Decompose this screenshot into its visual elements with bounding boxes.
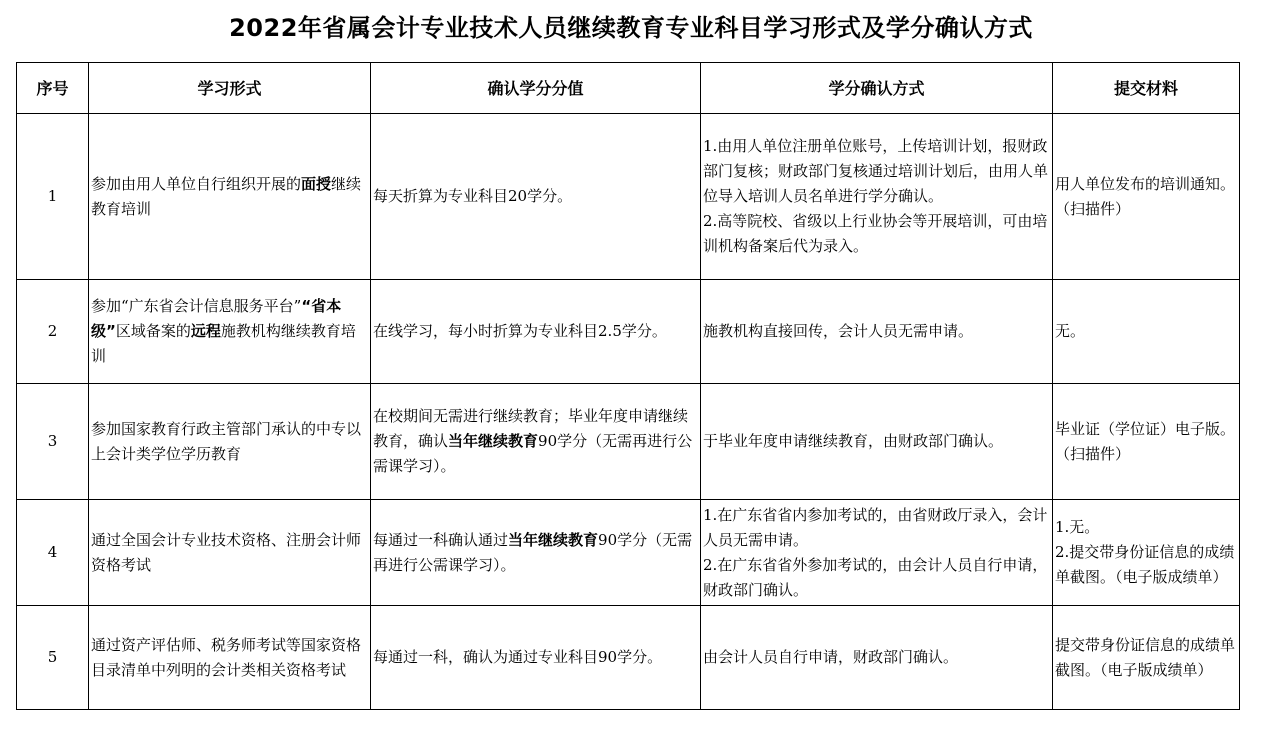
form-emphasis: 远程 <box>190 322 221 340</box>
materials-item: 2.提交带身份证信息的成绩单截图。（电子版成绩单） <box>1055 543 1235 586</box>
method-item: 1.由用人单位注册单位账号，上传培训计划，报财政部门复核；财政部门复核通过培训计划后，由用人单位导入培训人员名单进行学分确认。 <box>703 137 1049 205</box>
method-item: 2.高等院校、省级以上行业协会等开展培训，可由培训机构备案后代为录入。 <box>703 212 1048 255</box>
credit-emphasis: 当年继续教育 <box>448 432 539 450</box>
credit-text: 每通过一科确认通过 <box>373 530 509 549</box>
row-form: 通过资产评估师、税务师考试等国家资格目录清单中列明的会计类相关资格考试 <box>89 606 371 710</box>
form-text: 区域备案的 <box>115 322 191 340</box>
credit-table <box>16 62 1240 710</box>
row-materials: 用人单位发布的培训通知。（扫描件） <box>1053 114 1240 280</box>
row-materials: 无。 <box>1053 280 1240 384</box>
row-form: 通过全国会计专业技术资格、注册会计师资格考试 <box>89 500 371 606</box>
table-row <box>17 500 1240 606</box>
row-index: 5 <box>17 606 89 710</box>
row-method <box>701 114 1053 280</box>
form-text: 参加由用人单位自行组织开展的 <box>91 174 302 193</box>
page-title: 2022年省属会计专业技术人员继续教育专业科目学习形式及学分确认方式 <box>229 14 1033 42</box>
row-index: 1 <box>17 114 89 280</box>
form-text: 施教机构继续教育培训 <box>91 322 356 365</box>
method-item: 1.在广东省省内参加考试的，由省财政厅录入，会计人员无需申请。 <box>703 505 1048 549</box>
row-materials <box>1053 500 1240 606</box>
table-header-row <box>17 63 1240 114</box>
form-text: 继续教育培训 <box>91 174 362 218</box>
row-index: 2 <box>17 280 89 384</box>
row-form: 参加国家教育行政主管部门承认的中专以上会计类学位学历教育 <box>89 384 371 500</box>
header-form: 学习形式 <box>89 63 371 114</box>
table-row <box>17 384 1240 500</box>
table-row <box>17 114 1240 280</box>
row-method: 由会计人员自行申请，财政部门确认。 <box>701 606 1053 710</box>
row-credit: 每通过一科，确认为通过专业科目90学分。 <box>371 606 701 710</box>
row-method: 施教机构直接回传，会计人员无需申请。 <box>701 280 1053 384</box>
materials-item: 1.无。 <box>1055 518 1100 536</box>
row-method: 于毕业年度申请继续教育，由财政部门确认。 <box>701 384 1053 500</box>
header-materials: 提交材料 <box>1053 63 1240 114</box>
row-index: 4 <box>17 500 89 606</box>
credit-text: 在校期间无需进行继续教育；毕业年度申请继续教育，确认 <box>373 407 689 450</box>
table-row <box>17 280 1240 384</box>
row-credit: 在线学习，每小时折算为专业科目2.5学分。 <box>371 280 701 384</box>
credit-text: 90学分（无需再进行公需课学习）。 <box>373 530 693 574</box>
header-index: 序号 <box>17 63 89 114</box>
row-credit <box>371 384 701 500</box>
header-method: 学分确认方式 <box>701 63 1053 114</box>
row-credit: 每天折算为专业科目20学分。 <box>371 114 701 280</box>
method-item: 2.在广东省省外参加考试的，由会计人员自行申请，财政部门确认。 <box>703 555 1048 599</box>
credit-text: 90学分（无需再进行公需课学习）。 <box>373 432 693 475</box>
row-form <box>89 114 371 280</box>
credit-emphasis: 当年继续教育 <box>508 530 599 549</box>
table-row <box>17 606 1240 710</box>
form-text: 参加“广东省会计信息服务平台” <box>91 297 302 315</box>
form-emphasis: “省本级” <box>91 297 342 340</box>
row-form <box>89 280 371 384</box>
row-materials: 提交带身份证信息的成绩单截图。（电子版成绩单） <box>1053 606 1240 710</box>
row-method <box>701 500 1053 606</box>
row-index: 3 <box>17 384 89 500</box>
header-credit: 确认学分分值 <box>371 63 701 114</box>
form-emphasis: 面授 <box>301 174 332 193</box>
row-credit <box>371 500 701 606</box>
row-materials: 毕业证（学位证）电子版。（扫描件） <box>1053 384 1240 500</box>
